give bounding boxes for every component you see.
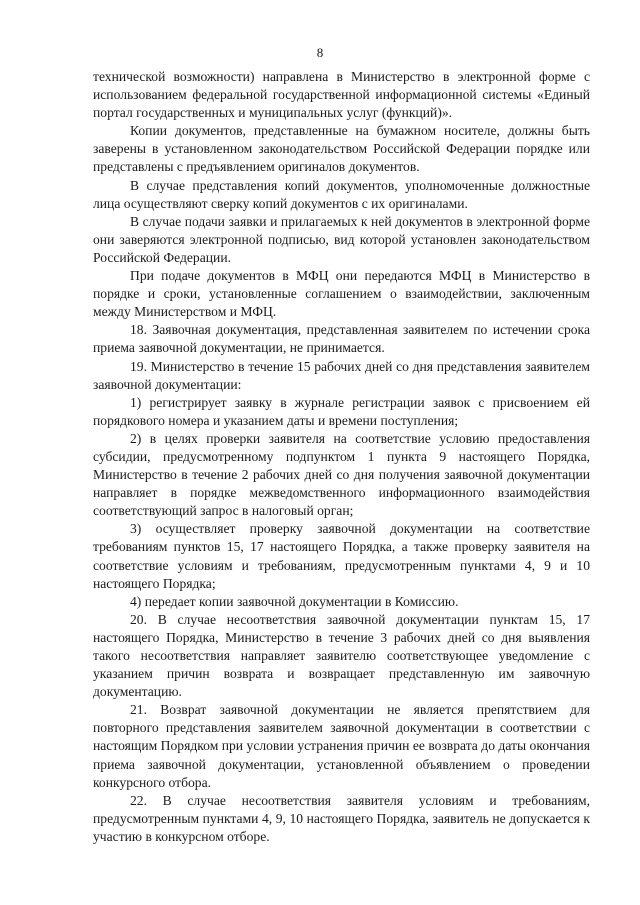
paragraph-clause-22: 22. В случае несоответствия заявителя условиям и требованиям, предусмотренным пунктами 4, 9, 10 настоящего Порядка, заявитель не допускается к участию в конкурсном отборе.	[93, 792, 590, 844]
paragraph-clause-19-item-1: 1) регистрирует заявку в журнале регистрации заявок с присвоением ей порядкового номера и указанием даты и времени поступления;	[93, 394, 590, 428]
paragraph-copies-verification: В случае представления копий документов, уполномоченные должностные лица осуществляют сверку копий документов с их оригиналами.	[93, 177, 590, 211]
paragraph-electronic-signature: В случае подачи заявки и прилагаемых к ней документов в электронной форме они заверяются электронной подписью, вид которой установлен законодательством Российской Федерации.	[93, 213, 590, 265]
paragraph-continuation: технической возможности) направлена в Министерство в электронной форме с использованием федеральной государственной информационной системы «Единый портал государственных и муниципальных услуг (функций)».	[93, 69, 590, 121]
paragraph-clause-20: 20. В случае несоответствия заявочной документации пунктам 15, 17 настоящего Порядка, Министерство в течение 3 рабочих дней со дня выявления такого несоответствия направляет заявителю соответствующее уведомление с указанием причин возврата и возвращает представленную им заявочную документацию.	[93, 611, 590, 700]
paragraph-clause-19-item-2: 2) в целях проверки заявителя на соответствие условию предоставления субсидии, предусмотренному подпунктом 1 пункта 9 настоящего Порядка, Министерство в течение 2 рабочих дней со дня получения заявочной документации направляет в порядке межведомственного информационного взаимодействия соответствующий запрос в налоговый орган;	[93, 430, 590, 519]
paragraph-clause-19-item-4: 4) передает копии заявочной документации в Комиссию.	[130, 593, 459, 609]
paragraph-clause-19-item-3: 3) осуществляет проверку заявочной документации на соответствие требованиям пунктов 15, 17 настоящего Порядка, а также проверку заявителя на соответствие условиям и требованиям, предусмотренным пунктами 4, 9 и 10 настоящего Порядка;	[93, 521, 590, 591]
paragraph-mfc-submission: При подаче документов в МФЦ они передаются МФЦ в Министерство в порядке и сроки, установленные соглашением о взаимодействии, заключенным между Министерством и МФЦ.	[93, 268, 590, 320]
paragraph-clause-21: 21. Возврат заявочной документации не является препятствием для повторного представления заявителем заявочной документации в соответствии с настоящим Порядком при условии устранения причин ее возврата до даты окончания приема заявочной документации, установленной объявлением о проведении конкурсного отбора.	[93, 702, 590, 790]
page-number: 8	[316, 45, 324, 60]
paragraph-clause-19: 19. Министерство в течение 15 рабочих дней со дня представления заявителем заявочной документации:	[93, 358, 590, 392]
paragraph-clause-18: 18. Заявочная документация, представленная заявителем по истечении срока приема заявочной документации, не принимается.	[93, 322, 590, 356]
paragraph-copies-certification: Копии документов, представленные на бумажном носителе, должны быть заверены в установленном законодательством Российской Федерации порядке или представлены с предъявлением оригиналов документов.	[93, 123, 590, 175]
document-body	[93, 68, 590, 846]
